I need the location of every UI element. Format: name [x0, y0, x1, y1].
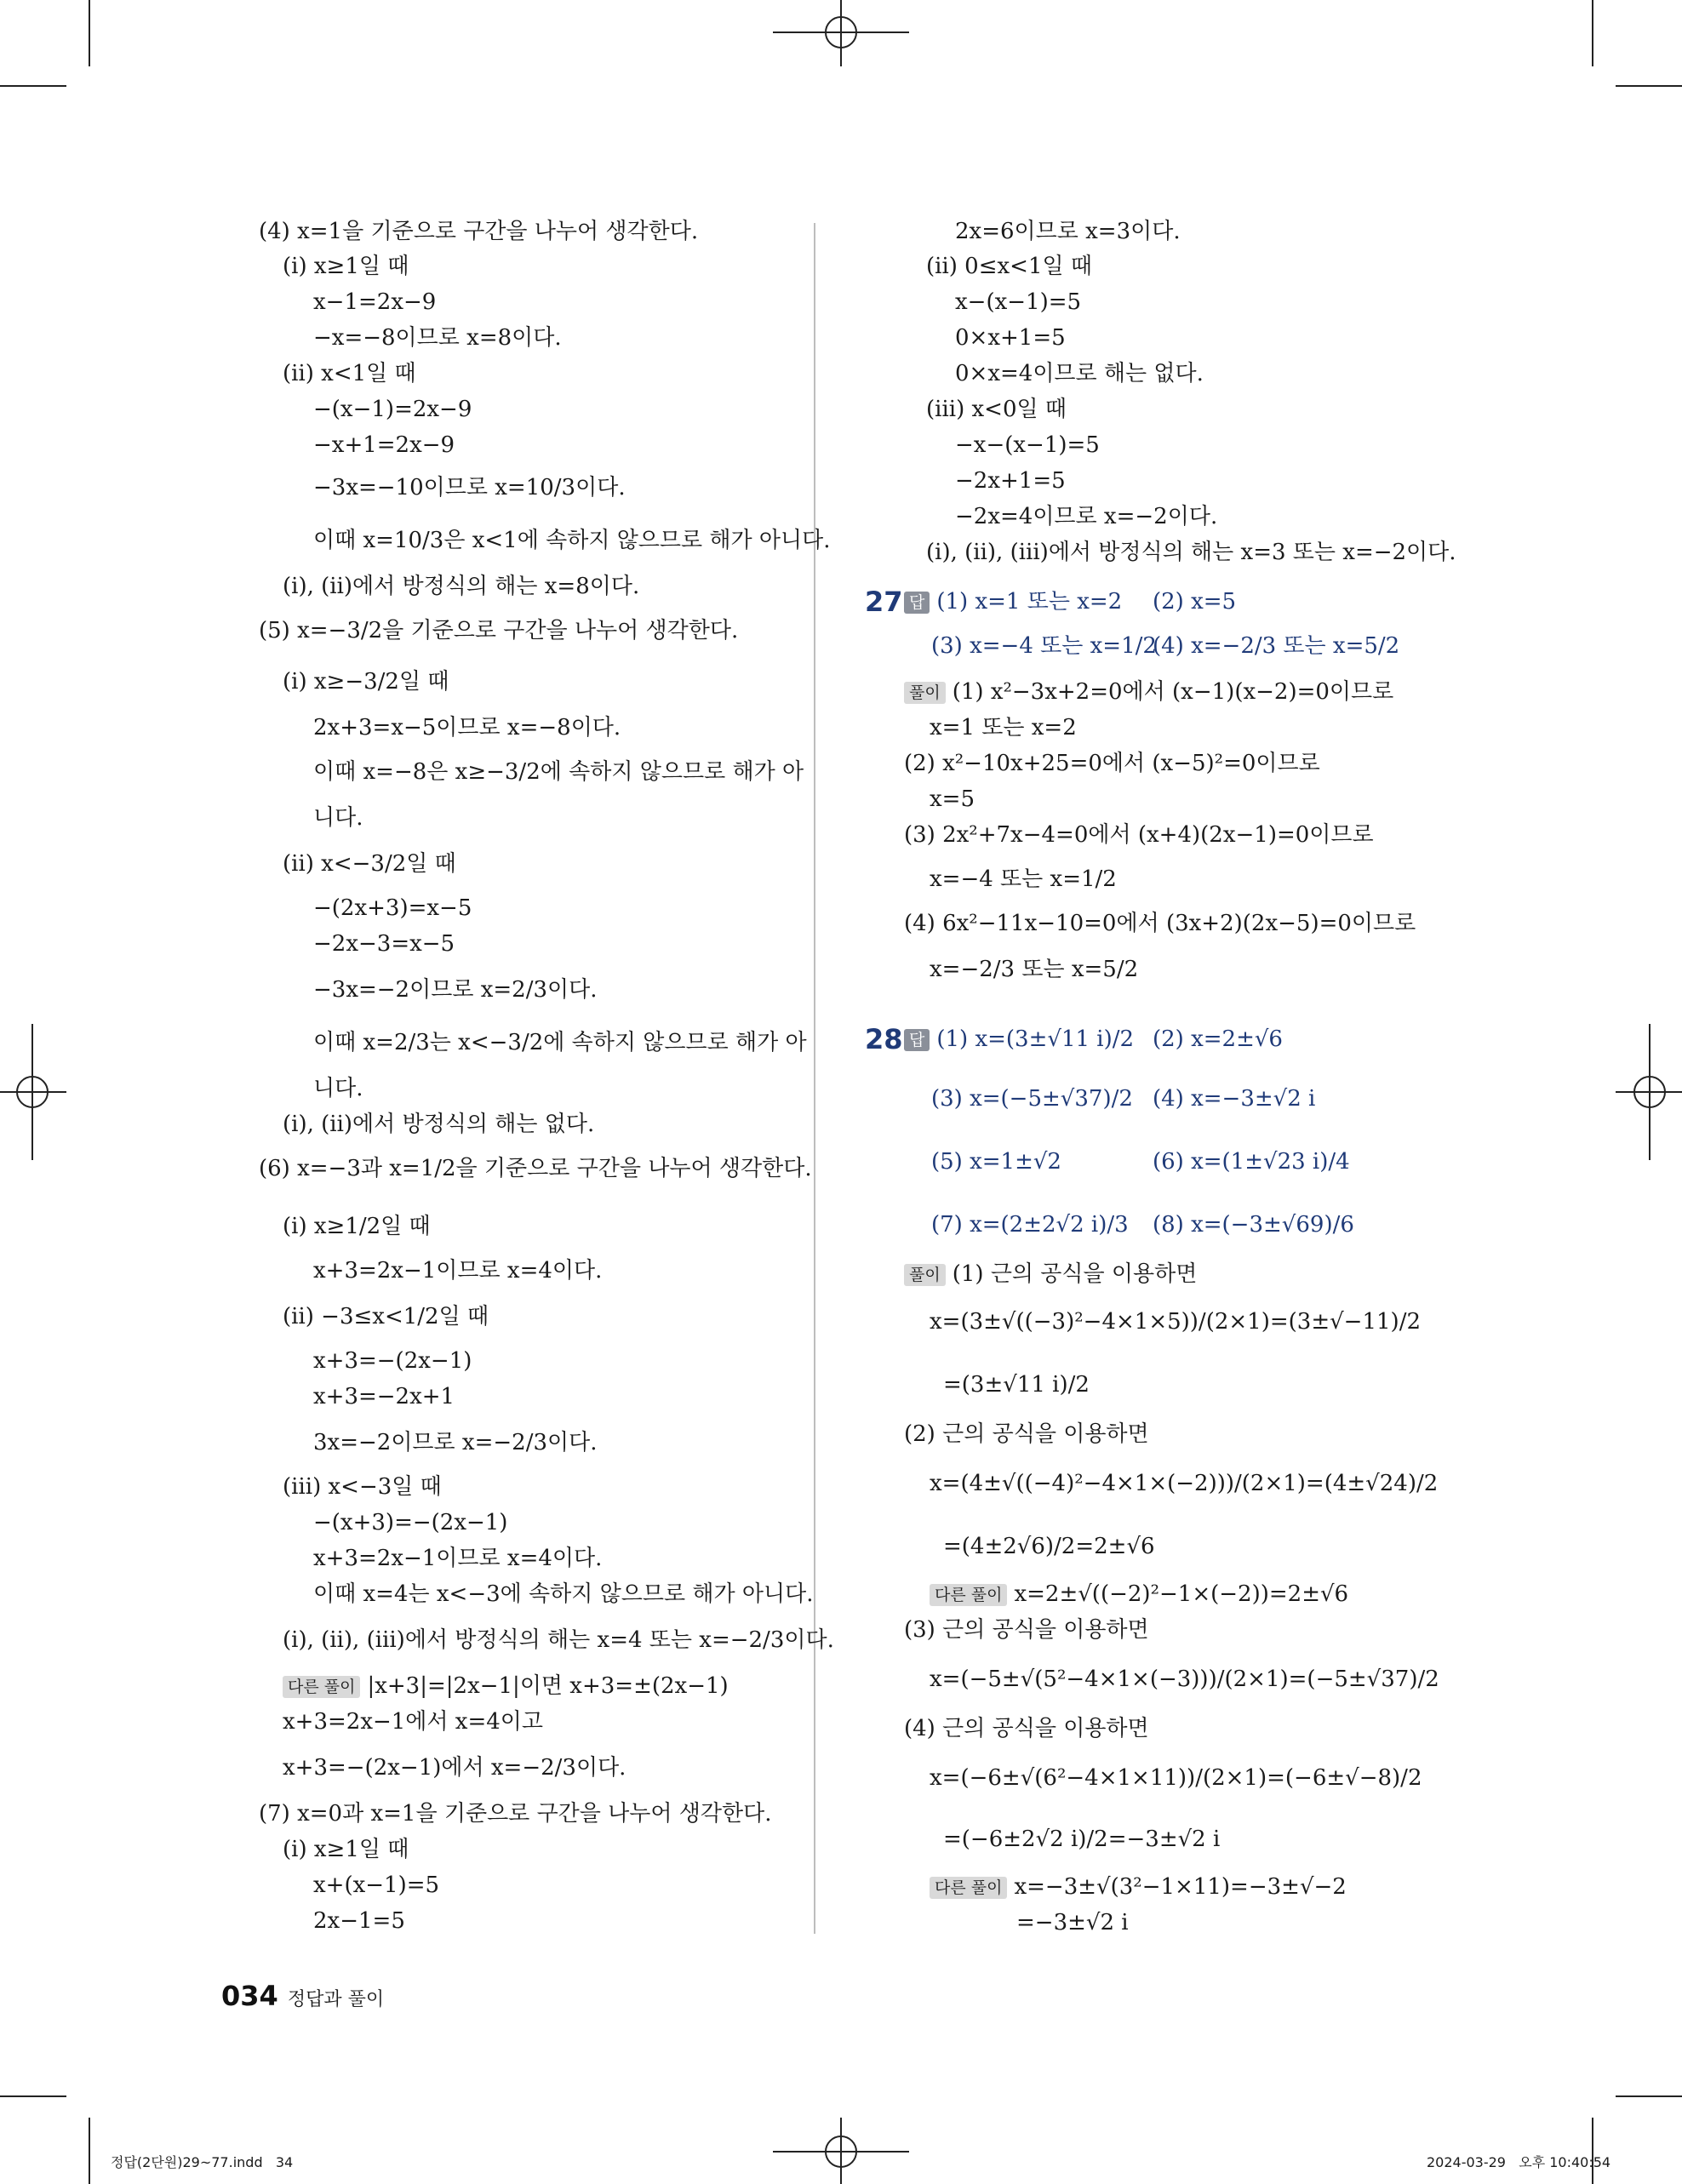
text-line: =(−6±2√2 i)/2=−3±√2 i: [943, 1827, 1221, 1852]
text-line: x+3=−(2x−1): [313, 1348, 472, 1374]
text-line: |x+3|=|2x−1|이면 x+3=±(2x−1): [367, 1673, 729, 1699]
answer-text: (8) x=(−3±√69)/6: [1153, 1212, 1354, 1238]
text-line: x=5: [930, 786, 975, 812]
answer-text: (2) x=2±√6: [1153, 1026, 1283, 1052]
text-line: 2x+3=x−5이므로 x=−8이다.: [313, 715, 621, 740]
text-line: (1) x²−3x+2=0에서 (x−1)(x−2)=0이므로: [952, 679, 1394, 705]
text-line: 0×x+1=5: [955, 325, 1066, 351]
text-line: (ⅱ) x<−3/2일 때: [283, 851, 456, 877]
answer-row: [904, 1025, 1134, 1054]
text-line: (5) x=−3/2을 기준으로 구간을 나누어 생각한다.: [259, 618, 739, 643]
text-line: −3x=−10이므로 x=10/3이다.: [313, 475, 626, 500]
solution-row: [904, 1260, 1197, 1289]
text-line: 0×x=4이므로 해는 없다.: [955, 361, 1204, 386]
text-line: x=(−5±√(5²−4×1×(−3)))/(2×1)=(−5±√37)/2: [930, 1667, 1439, 1692]
text-line: 이때 x=−8은 x≥−3/2에 속하지 않으므로 해가 아: [313, 759, 804, 785]
crop-mark: [1616, 85, 1682, 87]
text-line: (6) x=−3과 x=1/2을 기준으로 구간을 나누어 생각한다.: [259, 1156, 812, 1181]
text-line: −2x−3=x−5: [313, 931, 455, 957]
text-line: −2x=4이므로 x=−2이다.: [955, 504, 1218, 529]
solution-tag: 풀이: [904, 1264, 946, 1286]
alt-solution-tag: 다른 풀이: [283, 1676, 360, 1698]
page-number: 034: [221, 1980, 278, 2012]
text-line: 3x=−2이므로 x=−2/3이다.: [313, 1430, 598, 1455]
text-line: (2) x²−10x+25=0에서 (x−5)²=0이므로: [904, 751, 1320, 776]
text-line: x=−4 또는 x=1/2: [930, 866, 1117, 892]
text-line: x−1=2x−9: [313, 289, 437, 315]
crop-mark: [89, 2118, 90, 2184]
text-line: (4) x=1을 기준으로 구간을 나누어 생각한다.: [259, 219, 699, 244]
column-divider: [814, 223, 815, 1934]
text-line: (ⅰ) x≥1/2일 때: [283, 1214, 431, 1239]
text-line: −x+1=2x−9: [313, 432, 455, 458]
text-line: x=−3±√(3²−1×11)=−3±√−2: [1014, 1874, 1347, 1900]
text-line: x=2±√((−2)²−1×(−2))=2±√6: [1014, 1581, 1349, 1607]
registration-mark-right: [1616, 1024, 1682, 1160]
text-line: 이때 x=10/3은 x<1에 속하지 않으므로 해가 아니다.: [313, 528, 831, 553]
solution-row: [904, 677, 1393, 706]
print-timestamp: 2024-03-29 오후 10:40:54: [1427, 2154, 1611, 2170]
text-line: (ⅱ) 0≤x<1일 때: [926, 254, 1092, 279]
text-line: =−3±√2 i: [1016, 1910, 1129, 1935]
text-line: x+3=2x−1이므로 x=4이다.: [313, 1258, 603, 1284]
alt-solution-line: [283, 1672, 729, 1701]
answer-text: (3) x=−4 또는 x=1/2: [931, 633, 1157, 659]
text-line: (ⅰ), (ⅱ)에서 방정식의 해는 없다.: [283, 1112, 595, 1137]
text-line: 이때 x=4는 x<−3에 속하지 않으므로 해가 아니다.: [313, 1581, 814, 1607]
text-line: −(x+3)=−(2x−1): [313, 1510, 508, 1535]
text-line: 니다.: [313, 1076, 363, 1101]
text-line: x+3=2x−1에서 x=4이고: [283, 1709, 544, 1735]
text-line: −(2x+3)=x−5: [313, 895, 472, 921]
text-line: −2x+1=5: [955, 468, 1066, 494]
page-footer: [221, 1980, 384, 2012]
text-line: x+3=2x−1이므로 x=4이다.: [313, 1546, 603, 1571]
text-line: (ⅰ) x≥1일 때: [283, 1837, 409, 1862]
text-line: 2x=6이므로 x=3이다.: [955, 219, 1181, 244]
text-line: x+(x−1)=5: [313, 1872, 440, 1898]
solution-tag: 풀이: [904, 682, 946, 704]
alt-solution-tag: 다른 풀이: [930, 1877, 1007, 1899]
text-line: (ⅰ) x≥−3/2일 때: [283, 669, 449, 695]
answer-text: (3) x=(−5±√37)/2: [931, 1086, 1133, 1112]
text-line: (1) 근의 공식을 이용하면: [952, 1261, 1198, 1287]
text-line: 니다.: [313, 805, 363, 831]
registration-mark-left: [0, 1024, 66, 1160]
text-line: (3) 근의 공식을 이용하면: [904, 1617, 1149, 1643]
text-line: 이때 x=2/3는 x<−3/2에 속하지 않으므로 해가 아: [313, 1030, 807, 1055]
text-line: (ⅱ) x<1일 때: [283, 361, 416, 386]
answer-text: (1) x=1 또는 x=2: [936, 589, 1123, 615]
text-line: =(3±√11 i)/2: [943, 1372, 1090, 1398]
crop-mark: [1592, 0, 1593, 66]
answer-text: (5) x=1±√2: [931, 1149, 1061, 1175]
text-line: x+3=−2x+1: [313, 1384, 455, 1409]
alt-solution-line: [930, 1580, 1348, 1609]
text-line: (ⅲ) x<−3일 때: [283, 1474, 442, 1500]
text-line: x=1 또는 x=2: [930, 715, 1077, 740]
text-line: (ⅲ) x<0일 때: [926, 397, 1067, 422]
answer-text: (2) x=5: [1153, 589, 1237, 615]
question-number-28: 28: [865, 1023, 903, 1055]
text-line: (3) 2x²+7x−4=0에서 (x+4)(2x−1)=0이므로: [904, 822, 1374, 848]
text-line: x−(x−1)=5: [955, 289, 1082, 315]
alt-solution-tag: 다른 풀이: [930, 1584, 1007, 1606]
answer-text: (4) x=−2/3 또는 x=5/2: [1153, 633, 1400, 659]
text-line: (4) 6x²−11x−10=0에서 (3x+2)(2x−5)=0이므로: [904, 911, 1416, 936]
answer-row: [904, 587, 1122, 616]
answer-text: (6) x=(1±√23 i)/4: [1153, 1149, 1350, 1175]
text-line: =(4±2√6)/2=2±√6: [943, 1534, 1155, 1559]
text-line: 2x−1=5: [313, 1908, 405, 1934]
text-line: −x−(x−1)=5: [955, 432, 1100, 458]
text-line: (ⅰ), (ⅱ), (ⅲ)에서 방정식의 해는 x=4 또는 x=−2/3이다.: [283, 1627, 834, 1653]
text-line: x=(−6±√(6²−4×1×11))/(2×1)=(−6±√−8)/2: [930, 1765, 1422, 1791]
registration-mark-top: [773, 0, 909, 66]
text-line: (ⅰ), (ⅱ)에서 방정식의 해는 x=8이다.: [283, 574, 640, 599]
crop-mark: [1616, 2095, 1682, 2097]
text-line: x=−2/3 또는 x=5/2: [930, 957, 1139, 982]
answer-tag: 답: [904, 1029, 930, 1051]
text-line: (7) x=0과 x=1을 기준으로 구간을 나누어 생각한다.: [259, 1801, 772, 1827]
registration-mark-bottom: [773, 2118, 909, 2184]
answer-text: (4) x=−3±√2 i: [1153, 1086, 1316, 1112]
question-number-27: 27: [865, 586, 903, 618]
text-line: (ⅱ) −3≤x<1/2일 때: [283, 1304, 489, 1329]
page-title: 정답과 풀이: [287, 1989, 385, 2010]
text-line: x=(4±√((−4)²−4×1×(−2)))/(2×1)=(4±√24)/2: [930, 1471, 1439, 1496]
answer-tag: 답: [904, 592, 930, 614]
file-slug: 정답(2단원)29~77.indd 34: [111, 2154, 294, 2170]
crop-mark: [0, 85, 66, 87]
answer-text: (7) x=(2±2√2 i)/3: [931, 1212, 1129, 1238]
text-line: −x=−8이므로 x=8이다.: [313, 325, 562, 351]
text-line: (2) 근의 공식을 이용하면: [904, 1421, 1149, 1447]
crop-mark: [1592, 2118, 1593, 2184]
text-line: (ⅰ) x≥1일 때: [283, 254, 409, 279]
text-line: −(x−1)=2x−9: [313, 397, 472, 422]
crop-mark: [0, 2095, 66, 2097]
text-line: x=(3±√((−3)²−4×1×5))/(2×1)=(3±√−11)/2: [930, 1309, 1421, 1335]
text-line: −3x=−2이므로 x=2/3이다.: [313, 977, 598, 1003]
text-line: (4) 근의 공식을 이용하면: [904, 1716, 1149, 1741]
text-line: x+3=−(2x−1)에서 x=−2/3이다.: [283, 1755, 626, 1781]
answer-text: (1) x=(3±√11 i)/2: [936, 1026, 1135, 1052]
crop-mark: [89, 0, 90, 66]
text-line: (ⅰ), (ⅱ), (ⅲ)에서 방정식의 해는 x=3 또는 x=−2이다.: [926, 540, 1456, 565]
alt-solution-line: [930, 1872, 1347, 1901]
